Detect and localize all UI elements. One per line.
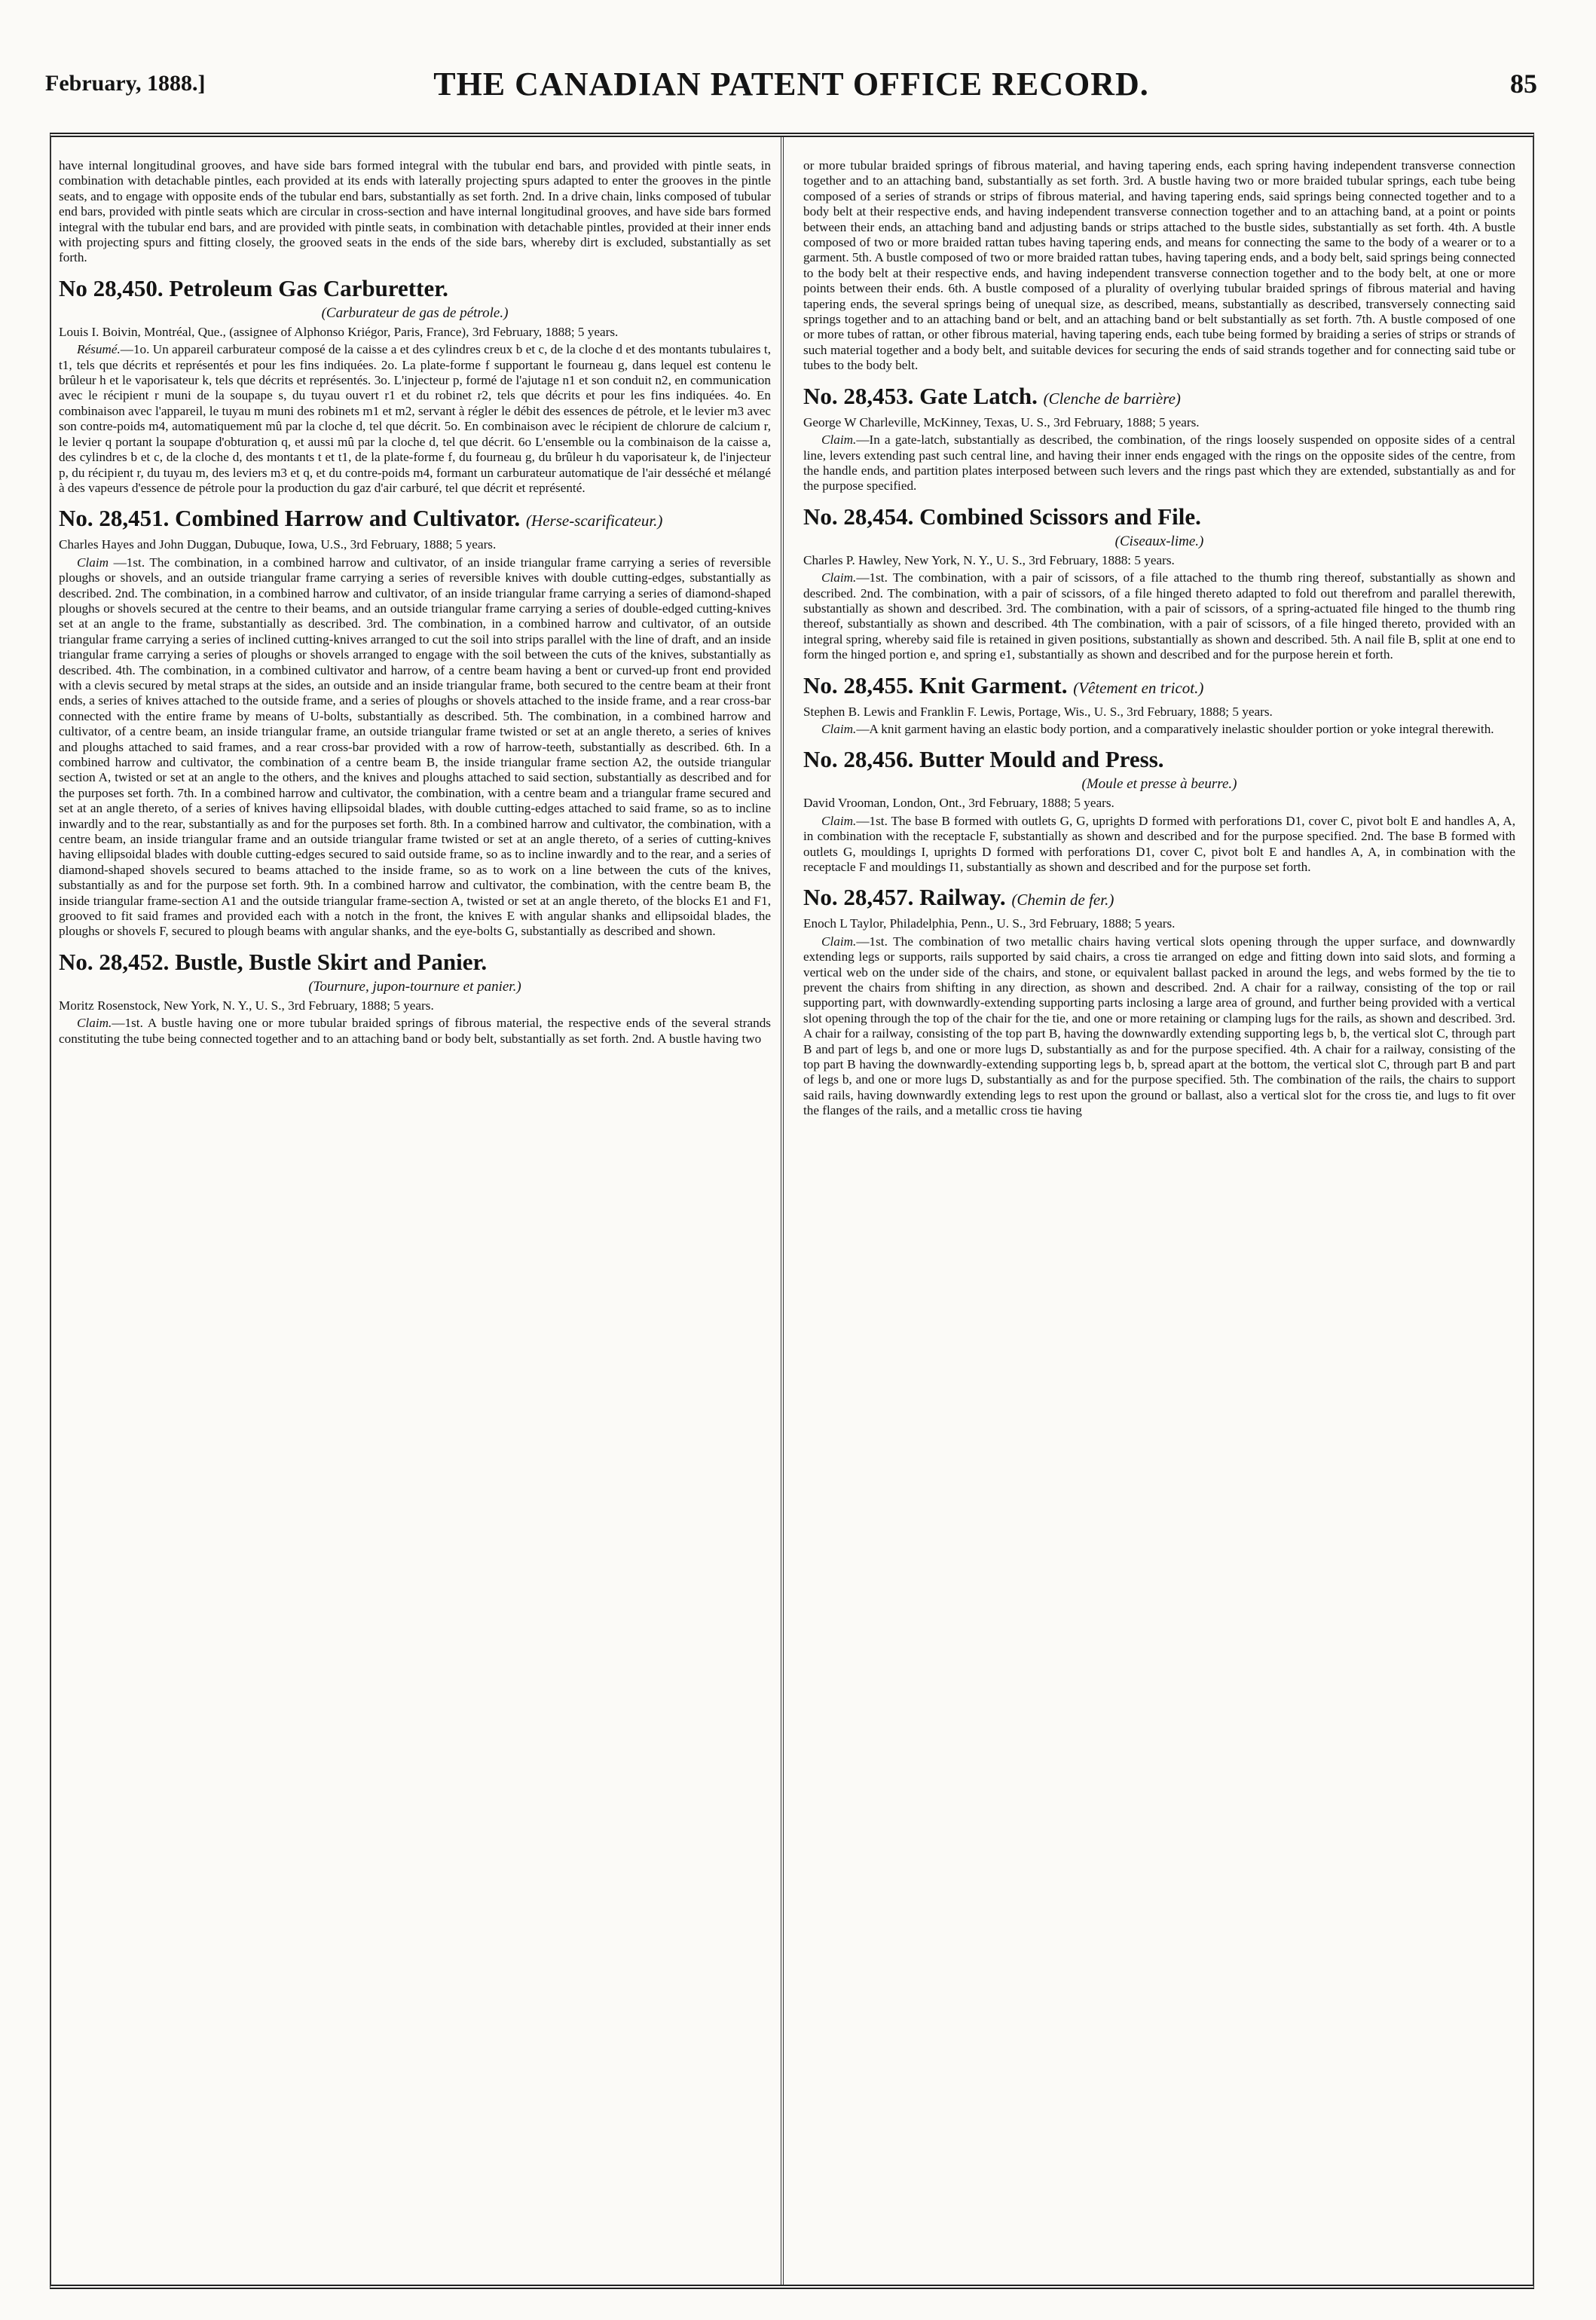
claim-text: —1st. The base B formed with outlets G, G, uprights D formed with perforations D1, cover C, pivot bolt E and handles A, A, in combination with the receptacle F, substantially as shown and described and for the purpose specified. 2nd. The base B formed with outlets G, mouldings I, uprights D formed with perforations D1, cover C, pivot bolt E and handles A, A, in combination with the receptacle F and mouldings I1, substantially as shown and described and for the purpose set forth. [803, 813, 1515, 874]
claim-28453 [803, 433, 1515, 494]
continued-claim-text: have internal longitudinal grooves, and have side bars formed integral with the tubular end bars, and provided with pintle seats, in combination with detachable pintles, each provided at its ends with laterally projecting spurs adapted to enter the grooves in the pintle seats, and to engage with opposite ends of the tubular end bars, substantially as set forth. 2nd. In a drive chain, links composed of tubular end bars, provided with pintle seats which are circular in cross-section and have internal longitudinal grooves, and have side bars formed integral with the tubular end bars, and are provided with pintle seats, in combination with detachable pintles, provided at their inner ends with projecting spurs and fitting closely, the grooved seats in the ends of the side bars, whereby dirt is excluded, substantially as set forth. [59, 158, 771, 265]
patent-heading-28452: No. 28,452. Bustle, Bustle Skirt and Panier. [59, 948, 488, 975]
claim-text: —1st. A bustle having one or more tubular braided springs of fibrous material, the respective ends of the several strands constituting the tube being connected together and to an attaching band or body belt, substantially as set forth. 2nd. A bustle having two [59, 1016, 771, 1046]
patent-heading-28450: No 28,450. Petroleum Gas Carburetter. [59, 274, 448, 301]
claim-text: —1st. The combination of two metallic chairs having vertical slots opening through the upper surface, and downwardly extending legs or supports, rails supported by said chairs, a cross tie arranged on edge and fitting down into said slots, and forming a vertical web on the under side of the chairs, and stone, or equivalent ballast packed in around the legs, and webs formed by the tie to prevent the chairs from shifting in any direction, as shown and described. 2nd. A chair for a railway, consisting of the top or rail supporting part, with downwardly-extending supporting parts inclosing a large area of ground, and further being provided with a vertical slot opening through the top of the chair for the tie, and one or more retaining or clamping lugs for the rails, as shown and described. 3rd. A chair for a railway, consisting of the top part B, having the downwardly extending supporting legs b, b, the vertical slot C, through part B and part of legs b, and one or more lugs D, substantially as and for the purpose specified. 4th. A chair for a railway, consisting of the top part B having the downwardly-extending supporting legs b, b, spread apart at the bottom, the vertical slot C, through part B and part of legs b, and one or more lugs D, substantially as and for the purpose specified. 5th. The combination of the rails, the chairs to support said rails, having downwardly extending legs to rest upon the ground or ballast, also a vertical slot for the cross tie, and lugs to fit over the flanges of the rails, and a metallic cross tie having [803, 934, 1515, 1118]
claim-text: —A knit garment having an elastic body portion, and a comparatively inelastic shoulder portion or yoke integral therewith. [856, 721, 1494, 736]
patent-heading-28457 [803, 884, 1515, 913]
claim-label: Claim. [821, 721, 857, 736]
french-title-28454: (Ciseaux-lime.) [1114, 533, 1204, 549]
inventor-line-28454: Charles P. Hawley, New York, N. Y., U. S., 3rd February, 1888: 5 years. [803, 552, 1175, 567]
inventor-line-28452: Moritz Rosenstock, New York, N. Y., U. S., 3rd February, 1888; 5 years. [59, 998, 434, 1013]
inventor-line-28456: David Vrooman, London, Ont., 3rd February, 1888; 5 years. [803, 796, 1114, 811]
heading-text-28451: No. 28,451. Combined Harrow and Cultivator. [59, 505, 521, 532]
claim-label: Claim. [821, 934, 857, 949]
inventor-line-28455: Stephen B. Lewis and Franklin F. Lewis, Portage, Wis., U. S., 3rd February, 1888; 5 years. [803, 704, 1273, 719]
column-rule [781, 137, 784, 2285]
heading-text-28453: No. 28,453. Gate Latch. [803, 382, 1038, 409]
inventor-line-28453: George W Charleville, McKinney, Texas, U. S., 3rd February, 1888; 5 years. [803, 414, 1200, 429]
running-head [45, 65, 1537, 110]
french-title-28453: (Clenche de barrière) [1043, 389, 1181, 408]
continued-claim-text: or more tubular braided springs of fibrous material, and having tapering ends, each spring having independent transverse connection together and to an attaching band, substantially as set forth. 3rd. A bustle having two or more braided tubular springs, each tube being composed of a series of strands or strips of fibrous material, and having tapering ends, said springs being connected together and to a body belt at their respective ends, and having independent transverse connection together and to an attaching band, at a point or points between their ends, an attaching band and adjusting bands or strips attached to the bustle sides, substantially as set forth. 4th. A bustle composed of two or more braided rattan tubes having tapering ends, and means for connecting the same to the body of a wearer or to a garment. 5th. A bustle composed of two or more braided rattan tubes, having tapering ends, and a body belt, said springs being connected to the body belt at their respective ends, and having independent transverse connection together and to the body belt, at one or more points between their ends. 6th. A bustle composed of a plurality of overlying tubular braided springs of fibrous material and having tapering ends, the several springs being of unequal size, as described, means, substantially as described, transversely connecting said springs together and to an attaching band or belt, and an attaching band or belt substantially as set forth. 7th. A bustle composed of one or more tubes of rattan, or other fibrous material, having tapering ends, each tube being formed by braiding a series of strips or strands of such material together and a body belt, and suitable devices for securing the ends of said strands together and for connecting said tube or tubes to the body belt. [803, 158, 1515, 373]
claim-label: Claim. [77, 1016, 112, 1031]
resume-text: —1o. Un appareil carburateur composé de la caisse a et des cylindres creux b et c, de la cloche d et des montants tubulaires t, t1, tels que décrits et représentés et pour les fins indiquées. 2o. La plate-forme f supportant le fourneau g, dans lequel est contenu le brûleur h et le vaporisateur k, tels que décrits et représentés. 3o. L'injecteur p, formé de l'ajutage n1 et son conduit n2, en communication avec le récipient r muni de la soupape s, du tuyau ouvert r1 et du robinet r2, tels que décrits et pour les fins indiquées. 4o. En combinaison avec l'appareil, le tuyau m muni des robinets m1 et m2, servant à régler le débit des essences de pétrole, et le levier m3 avec son contre-poids m4, automatiquement mû par la cloche d, tel que décrit. 5o. En combinaison avec le récipient de chlorure de calcium r, le levier q portant la soupape d'obturation q, et aussi mû par la cloche d, tel que décrit. 6o L'ensemble ou la combinaison de la caisse a, des cylindres b et c, de la cloche d, des montants t et t1, de la plate-forme f, du fourneau g, du brûleur h du vaporisateur k, de l'injecteur p, du récipient r, du tuyau m, des leviers m3 et q, et du contre-poids m4, formant un carburateur automatique de l'air desséché et mélangé à des vapeurs d'essence de pétrole pour la production du gaz d'air carburé, tel que décrit et représenté. [59, 342, 771, 495]
publication-title: THE CANADIAN PATENT OFFICE RECORD. [433, 66, 1149, 102]
french-title-28455: (Vêtement en tricot.) [1073, 678, 1204, 697]
resume-28450 [59, 342, 771, 496]
claim-28451 [59, 555, 771, 940]
right-column [803, 158, 1515, 2276]
claim-28456 [803, 814, 1515, 876]
heading-text-28455: No. 28,455. Knit Garment. [803, 671, 1068, 698]
claim-28454 [803, 570, 1515, 662]
french-title-28451: (Herse-scarificateur.) [526, 512, 663, 530]
left-column [59, 158, 771, 2276]
french-title-28456: (Moule et presse à beurre.) [1081, 776, 1237, 793]
claim-28452 [59, 1016, 771, 1047]
claim-text: —In a gate-latch, substantially as described, the combination, of the rings loosely suspended on opposite sides of a central line, levers extending past such central line, and having their inner ends engaged with the rings on the opposite sides of the centre, from the handle ends, and partition plates interposed between such levers and the rings past which they are extended, substantially as and for the purpose specified. [803, 433, 1515, 494]
inventor-line-28451: Charles Hayes and John Duggan, Dubuque, Iowa, U.S., 3rd February, 1888; 5 years. [59, 537, 497, 552]
inventor-line-28450: Louis I. Boivin, Montréal, Que., (assignee of Alphonso Kriégor, Paris, France), 3rd February, 1888; 5 years. [59, 324, 619, 339]
french-title-28450: (Carburateur de gas de pétrole.) [321, 304, 509, 321]
claim-label: Claim. [821, 813, 857, 828]
patent-heading-28451 [59, 505, 771, 534]
patent-heading-28455 [803, 672, 1515, 702]
page-number: 85 [1510, 69, 1537, 99]
claim-label: Claim. [821, 570, 857, 585]
resume-label: Résumé. [77, 342, 121, 357]
claim-28457 [803, 934, 1515, 1119]
claim-text: —1st. The combination, with a pair of scissors, of a file attached to the thumb ring thereof, substantially as shown and described. 2nd. The combination, with a pair of scissors, of a file hinged thereto adapted to fold out therefrom and parallel therewith, substantially as shown and described. 3rd. The combination, with a pair of scissors, of a spring-actuated file hinged to the thumb ring thereof, substantially as shown and described. 4th The combination, with a pair of scissors, of a file hinged thereto, provided with an integral spring, whereby said file is retained in given positions, substantially as shown and described. 5th. A nail file B, split at one end to form the hinged portion e, and spring e1, substantially as shown and described and for the purpose herein et forth. [803, 570, 1515, 662]
claim-text: —1st. The combination, in a combined harrow and cultivator, of an inside triangular frame carrying a series of reversible ploughs or shovels, and an outside triangular frame carrying a series of reversible knives with double cutting-edges, substantially as described. 2nd. The combination, in a combined harrow and cultivator, of an inside triangular frame carrying a series of diamond-shaped ploughs or shovels secured at the centre to their beams, and an outside triangular frame carrying a series of double-edged cutting-knives set at an angle to the frame, substantially as described. 3rd. The combination, in a combined harrow and cultivator, of an outside triangular frame carrying a series of inclined cutting-knives arranged to cut the soil into strips parallel with the line of draft, and an inside triangular frame carrying a series of ploughs or shovels arranged to engage with the soil between the cuts of the knives, substantially as described. 4th. The combination, in a combined cultivator and harrow, of a centre beam having a bent or curved-up front end provided with a clevis secured by metal straps at the sides, an outside and an inside triangular frame, both secured to the centre beam at their front ends, a series of knives attached to the outside frame, and a series of ploughs or shovels attached to the inside frame, and a rear cross-bar connected with the entire frame by means of U-bolts, substantially as described. 5th. The combination, in a combined harrow and cultivator, of a centre beam, an inside triangular frame, an outside triangular frame twisted or set at an angle thereto, a series of knives and ploughs attached to said frames, and a rear cross-bar provided with a row of harrow-teeth, substantially as described. 6th. In a combined harrow and cultivator, the combination of a centre beam B, the inside triangular frame section A2, the outside triangular section A, twisted or set at an angle to the others, and the knives and ploughs attached to said section, substantially as described and for the purposes set forth. 7th. In a combined harrow and cultivator, the combination, with a centre beam and a triangular frame secured and set at an angle thereto, of a series of knives having ellipsoidal blades, with double cutting-edges attached to said frame, so as to incline inwardly and to the rear, substantially as and for the purposes set forth. 8th. In a combined harrow and cultivator, the combination, with a centre beam, an inside triangular frame and an outside triangular frame twisted or set at an angle thereto, of a series of cutting-knives having ellipsoidal blades with double cutting-edges secured to said outside frame, so as to incline inwardly and to the rear, and a series of diamond-shaped shovels secured to beams attached to the inside frame, so as to work on a line between the cuts of the knives, substantially as and for the purpose set forth. 9th. In a combined harrow and cultivator, the combination, with the centre beam B, the inside triangular frame-section A1 and the outside triangular frame-section A, twisted or set at an angle thereto, of the blocks E1 and F1, grooved to fit said frames and provided each with a notch in the front, the knives E with angular shanks and ellipsoidal blades, the ploughs or shovels F, secured to plough beams with angular shanks, and the eye-bolts G, substantially as described and shown. [59, 555, 771, 939]
claim-28455 [803, 722, 1515, 737]
french-title-28457: (Chemin de fer.) [1011, 891, 1114, 909]
issue-date: February, 1888.] [45, 71, 206, 96]
claim-label: Claim [77, 555, 109, 570]
inventor-line-28457: Enoch L Taylor, Philadelphia, Penn., U. S., 3rd February, 1888; 5 years. [803, 916, 1176, 931]
patent-heading-28453 [803, 383, 1515, 412]
french-title-28452: (Tournure, jupon-tournure et panier.) [308, 978, 521, 995]
patent-heading-28454: No. 28,454. Combined Scissors and File. [803, 503, 1201, 530]
claim-label: Claim. [821, 433, 857, 448]
patent-heading-28456: No. 28,456. Butter Mould and Press. [803, 746, 1164, 773]
heading-text-28457: No. 28,457. Railway. [803, 884, 1006, 911]
